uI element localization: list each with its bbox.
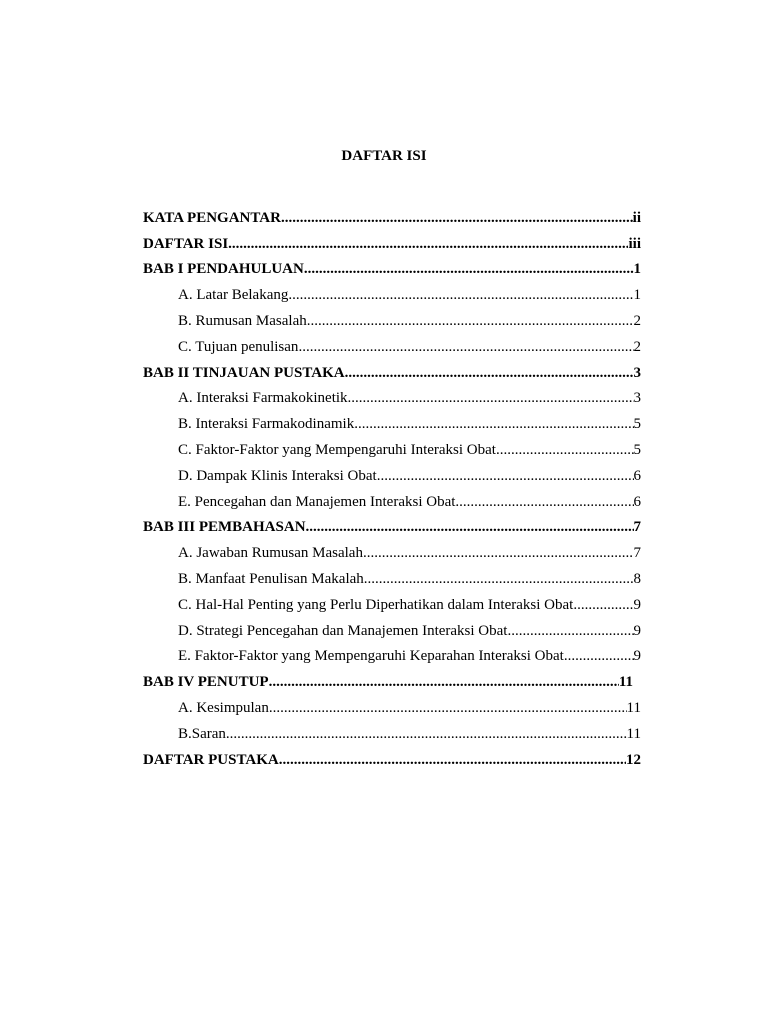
toc-entry-page: 12	[626, 751, 641, 768]
toc-entry	[143, 257, 641, 283]
toc-leader-dots	[307, 311, 634, 331]
toc-entry-page: 3	[633, 364, 641, 381]
toc-leader-dots	[269, 698, 627, 718]
toc-entry-label: E. Pencegahan dan Manajemen Interaksi Obat	[178, 493, 456, 510]
toc-entry-label: D. Dampak Klinis Interaksi Obat	[178, 467, 377, 484]
toc-entry	[143, 695, 641, 721]
toc-entry	[143, 489, 641, 515]
toc-leader-dots	[228, 234, 628, 254]
toc-entry-label: DAFTAR PUSTAKA	[143, 751, 279, 768]
toc-leader-dots	[507, 621, 633, 641]
toc-entry	[143, 437, 641, 463]
toc-entry-page: 6	[633, 467, 641, 484]
toc-entry-page: 7	[633, 545, 641, 562]
toc-entry-label: BAB IV PENUTUP	[143, 674, 269, 691]
toc-entry-page: 9	[633, 596, 641, 613]
toc-entry-label: A. Interaksi Farmakokinetik	[178, 390, 348, 407]
toc-leader-dots	[354, 414, 633, 434]
toc-entry	[143, 308, 641, 334]
toc-entry	[143, 540, 641, 566]
toc-leader-dots	[363, 543, 634, 563]
toc-leader-dots	[348, 388, 634, 408]
toc-entry-page: 5	[633, 442, 641, 459]
toc-entry-label: BAB III PEMBAHASAN	[143, 519, 306, 536]
toc-entry	[143, 592, 641, 618]
toc-entry-page: 9	[633, 648, 641, 665]
toc-leader-dots	[279, 750, 626, 770]
toc-entry	[143, 282, 641, 308]
toc-entry-label: E. Faktor-Faktor yang Mempengaruhi Keparahan Interaksi Obat	[178, 648, 564, 665]
toc-entry-label: A. Kesimpulan	[178, 700, 269, 717]
toc-entry-page: 7	[633, 519, 641, 536]
toc-entry-label: B.Saran	[178, 725, 226, 742]
toc-entry-page: 8	[633, 571, 641, 588]
toc-entry	[143, 618, 641, 644]
toc-leader-dots	[298, 337, 633, 357]
toc-leader-dots	[304, 259, 634, 279]
toc-entry-page: 11	[618, 674, 633, 691]
toc-leader-dots	[345, 363, 634, 383]
toc-entry	[143, 360, 641, 386]
toc-entry-label: BAB II TINJAUAN PUSTAKA	[143, 364, 345, 381]
toc-entry-label: A. Jawaban Rumusan Masalah	[178, 545, 363, 562]
toc-entry-label: D. Strategi Pencegahan dan Manajemen Interaksi Obat	[178, 622, 508, 639]
toc-entry	[143, 205, 641, 231]
toc-entry-page: 6	[633, 493, 641, 510]
toc-entry	[143, 669, 641, 695]
toc-entry-label: A. Latar Belakang	[178, 287, 289, 304]
toc-entry	[143, 334, 641, 360]
toc-leader-dots	[455, 492, 633, 512]
toc-entry-page: 11	[626, 700, 641, 717]
toc-entry-page: iii	[628, 235, 641, 252]
toc-entry-page: 3	[633, 390, 641, 407]
toc-entry	[143, 411, 641, 437]
toc-entry-page: 1	[633, 261, 641, 278]
page-title: DAFTAR ISI	[341, 148, 427, 164]
toc-entry	[143, 386, 641, 412]
toc-entry	[143, 463, 641, 489]
toc-leader-dots	[364, 569, 634, 589]
toc-entry-page: 2	[633, 338, 641, 355]
table-of-contents	[143, 205, 641, 773]
toc-leader-dots	[306, 517, 634, 537]
toc-entry-page: 2	[633, 313, 641, 330]
toc-leader-dots	[377, 466, 634, 486]
toc-entry	[143, 515, 641, 541]
toc-entry-page: 5	[633, 416, 641, 433]
toc-entry-label: B. Manfaat Penulisan Makalah	[178, 571, 364, 588]
toc-entry-label: KATA PENGANTAR	[143, 209, 281, 226]
toc-leader-dots	[496, 440, 634, 460]
toc-entry	[143, 644, 641, 670]
toc-entry-page: 1	[633, 287, 641, 304]
toc-leader-dots	[288, 285, 633, 305]
toc-entry-page: 11	[626, 725, 641, 742]
toc-leader-dots	[573, 595, 633, 615]
toc-entry	[143, 747, 641, 773]
toc-entry	[143, 721, 641, 747]
toc-entry-label: C. Hal-Hal Penting yang Perlu Diperhatikan dalam Interaksi Obat	[178, 596, 574, 613]
toc-leader-dots	[281, 208, 633, 228]
toc-entry-label: DAFTAR ISI	[143, 235, 229, 252]
toc-entry-label: C. Tujuan penulisan	[178, 338, 299, 355]
toc-entry	[143, 566, 641, 592]
toc-entry-page: 9	[633, 622, 641, 639]
toc-leader-dots	[564, 646, 634, 666]
toc-entry-page: ii	[632, 209, 641, 226]
toc-entry-label: B. Interaksi Farmakodinamik	[178, 416, 355, 433]
toc-entry	[143, 231, 641, 257]
toc-leader-dots	[269, 672, 619, 692]
toc-leader-dots	[226, 724, 627, 744]
toc-entry-label: B. Rumusan Masalah	[178, 313, 307, 330]
toc-entry-label: C. Faktor-Faktor yang Mempengaruhi Interaksi Obat	[178, 442, 496, 459]
toc-entry-label: BAB I PENDAHULUAN	[143, 261, 304, 278]
